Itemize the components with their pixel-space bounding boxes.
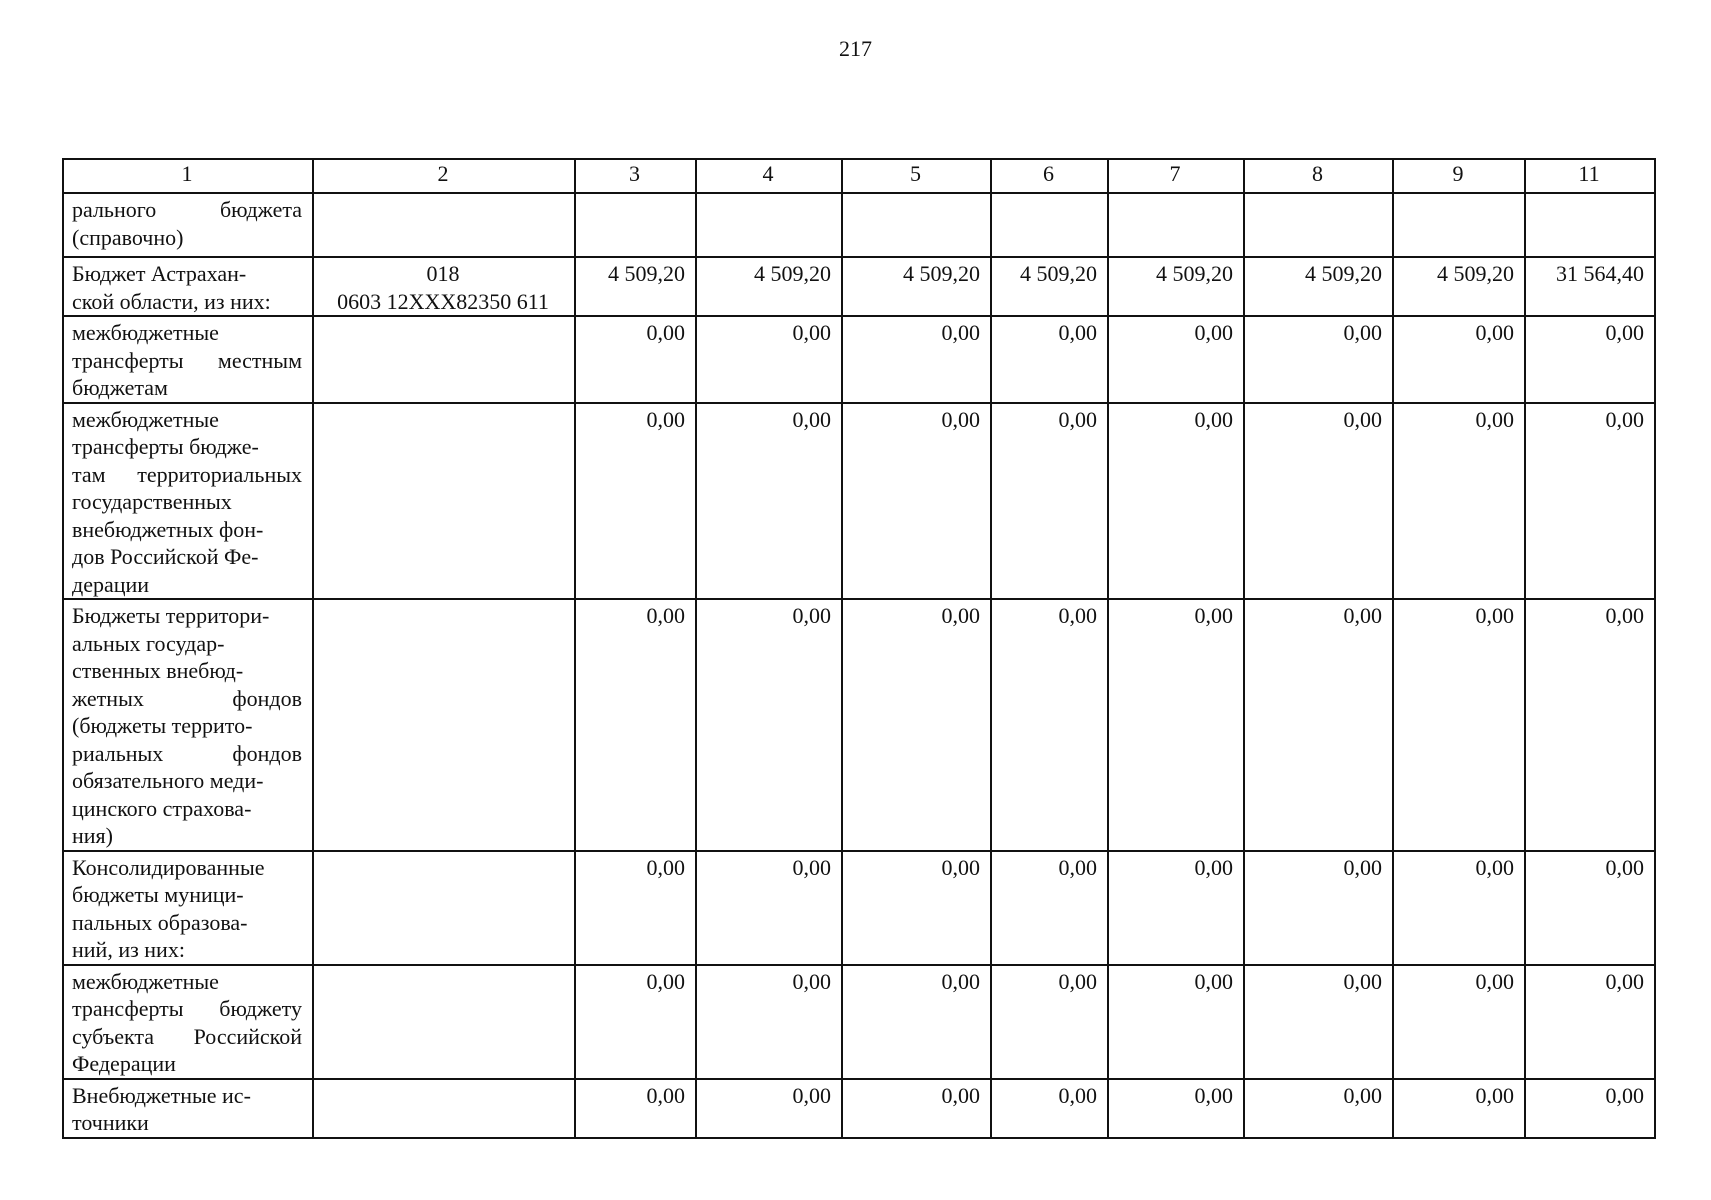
- value-cell: 0,00: [696, 599, 842, 851]
- value-cell: 0,00: [1244, 599, 1393, 851]
- value-cell: 0,00: [1108, 316, 1244, 403]
- budget-table: [62, 158, 1656, 1139]
- value-cell: 0,00: [991, 599, 1108, 851]
- row-name-text: точники: [72, 1110, 149, 1135]
- budget-code-cell: [313, 851, 575, 965]
- budget-code-text: 0603 12XXX82350 611: [337, 288, 549, 314]
- value-cell: [1108, 193, 1244, 257]
- row-name-text: Бюджет Астрахан-: [72, 261, 247, 286]
- value-cell: 0,00: [1108, 403, 1244, 600]
- row-name-text: жетных фондов (бюджеты террито-: [72, 685, 302, 738]
- table-row: [63, 599, 1655, 851]
- column-header: 7: [1108, 159, 1244, 193]
- value-cell: 4 509,20: [1393, 257, 1525, 316]
- row-name-text: межбюджетные трансферты бюдже-: [72, 406, 259, 459]
- value-cell: 0,00: [1244, 965, 1393, 1079]
- value-cell: 0,00: [991, 965, 1108, 1079]
- row-name-cell: [63, 403, 313, 600]
- value-cell: 0,00: [1393, 403, 1525, 600]
- value-cell: 4 509,20: [991, 257, 1108, 316]
- table-body: [63, 193, 1655, 1138]
- page-number: 217: [839, 36, 872, 61]
- value-cell: 0,00: [1244, 851, 1393, 965]
- value-cell: [1525, 193, 1655, 257]
- value-cell: 0,00: [1244, 316, 1393, 403]
- value-cell: 31 564,40: [1525, 257, 1655, 316]
- row-name-cell: [63, 316, 313, 403]
- column-header: 9: [1393, 159, 1525, 193]
- value-cell: 0,00: [1244, 1079, 1393, 1138]
- column-header: 11: [1525, 159, 1655, 193]
- table-row: [63, 1079, 1655, 1138]
- value-cell: 0,00: [842, 403, 991, 600]
- value-cell: 0,00: [575, 851, 696, 965]
- value-cell: [575, 193, 696, 257]
- value-cell: 0,00: [696, 316, 842, 403]
- value-cell: 0,00: [1393, 1079, 1525, 1138]
- value-cell: 0,00: [1393, 851, 1525, 965]
- value-cell: 4 509,20: [575, 257, 696, 316]
- value-cell: 0,00: [1525, 599, 1655, 851]
- value-cell: 0,00: [1525, 851, 1655, 965]
- column-header: 2: [313, 159, 575, 193]
- value-cell: 0,00: [696, 1079, 842, 1138]
- value-cell: 0,00: [842, 1079, 991, 1138]
- column-header: 3: [575, 159, 696, 193]
- value-cell: 0,00: [991, 316, 1108, 403]
- value-cell: 0,00: [1525, 316, 1655, 403]
- row-name-text: Бюджеты территори-: [72, 603, 270, 628]
- value-cell: 0,00: [842, 851, 991, 965]
- value-cell: [1244, 193, 1393, 257]
- row-name-text: ния): [72, 823, 113, 848]
- budget-code-text: 018: [426, 261, 460, 286]
- column-header: 5: [842, 159, 991, 193]
- row-name-text: ний, из них:: [72, 937, 185, 962]
- value-cell: [842, 193, 991, 257]
- row-name-text: ской области, из них:: [72, 288, 271, 314]
- value-cell: 0,00: [575, 1079, 696, 1138]
- table-row: [63, 193, 1655, 257]
- value-cell: 0,00: [696, 851, 842, 965]
- value-cell: 0,00: [991, 1079, 1108, 1138]
- value-cell: 0,00: [1393, 316, 1525, 403]
- row-name-text: рального бюджета (справочно): [72, 197, 302, 250]
- row-name-text: Консолидированные бюджеты муници-: [72, 854, 265, 907]
- header-row: [63, 159, 1655, 193]
- row-name-text: риальных фондов обязательного меди-: [72, 740, 302, 793]
- value-cell: 0,00: [1108, 599, 1244, 851]
- value-cell: 0,00: [1393, 965, 1525, 1079]
- table-row: [63, 316, 1655, 403]
- budget-code-cell: [313, 599, 575, 851]
- row-name-cell: [63, 599, 313, 851]
- budget-code-cell: [313, 1079, 575, 1138]
- budget-code-cell: [313, 403, 575, 600]
- table-row: [63, 851, 1655, 965]
- row-name-text: дов Российской Фе-: [72, 544, 259, 569]
- value-cell: 4 509,20: [842, 257, 991, 316]
- row-name-text: там территориальных государственных внебюджетных фон-: [72, 461, 302, 542]
- column-header: 8: [1244, 159, 1393, 193]
- value-cell: 0,00: [575, 965, 696, 1079]
- value-cell: 0,00: [991, 851, 1108, 965]
- column-header: 4: [696, 159, 842, 193]
- column-header: 6: [991, 159, 1108, 193]
- value-cell: 0,00: [842, 599, 991, 851]
- row-name-text: дерации: [72, 571, 150, 597]
- value-cell: 4 509,20: [1244, 257, 1393, 316]
- row-name-cell: [63, 965, 313, 1079]
- row-name-text: альных государ-: [72, 630, 225, 656]
- row-name-cell: [63, 193, 313, 257]
- budget-code-cell: [313, 193, 575, 257]
- row-name-text: пальных образова-: [72, 909, 248, 935]
- value-cell: 4 509,20: [696, 257, 842, 316]
- value-cell: 0,00: [575, 316, 696, 403]
- value-cell: 0,00: [575, 403, 696, 600]
- value-cell: [991, 193, 1108, 257]
- table-row: [63, 257, 1655, 316]
- value-cell: 0,00: [1525, 965, 1655, 1079]
- value-cell: 0,00: [1108, 1079, 1244, 1138]
- value-cell: 0,00: [1393, 599, 1525, 851]
- row-name-text: Внебюджетные ис-: [72, 1082, 251, 1108]
- value-cell: 0,00: [991, 403, 1108, 600]
- value-cell: [1393, 193, 1525, 257]
- value-cell: 0,00: [842, 965, 991, 1079]
- budget-code-cell: [313, 965, 575, 1079]
- budget-code-cell: [313, 257, 575, 316]
- row-name-text: межбюджетные трансферты местным бюджетам: [72, 320, 302, 400]
- column-header: 1: [63, 159, 313, 193]
- value-cell: 0,00: [1108, 965, 1244, 1079]
- value-cell: 0,00: [842, 316, 991, 403]
- value-cell: 0,00: [1525, 1079, 1655, 1138]
- value-cell: 0,00: [1108, 851, 1244, 965]
- row-name-cell: [63, 257, 313, 316]
- row-name-text: ственных внебюд-: [72, 658, 244, 683]
- value-cell: 0,00: [696, 403, 842, 600]
- budget-code-cell: [313, 316, 575, 403]
- value-cell: 0,00: [1525, 403, 1655, 600]
- row-name-cell: [63, 851, 313, 965]
- table-row: [63, 403, 1655, 600]
- value-cell: 0,00: [575, 599, 696, 851]
- table-row: [63, 965, 1655, 1079]
- value-cell: 0,00: [1244, 403, 1393, 600]
- row-name-text: цинского страхова-: [72, 795, 252, 821]
- value-cell: [696, 193, 842, 257]
- value-cell: 4 509,20: [1108, 257, 1244, 316]
- row-name-cell: [63, 1079, 313, 1138]
- value-cell: 0,00: [696, 965, 842, 1079]
- row-name-text: межбюджетные трансферты бюджету субъекта Российской Федерации: [72, 968, 302, 1076]
